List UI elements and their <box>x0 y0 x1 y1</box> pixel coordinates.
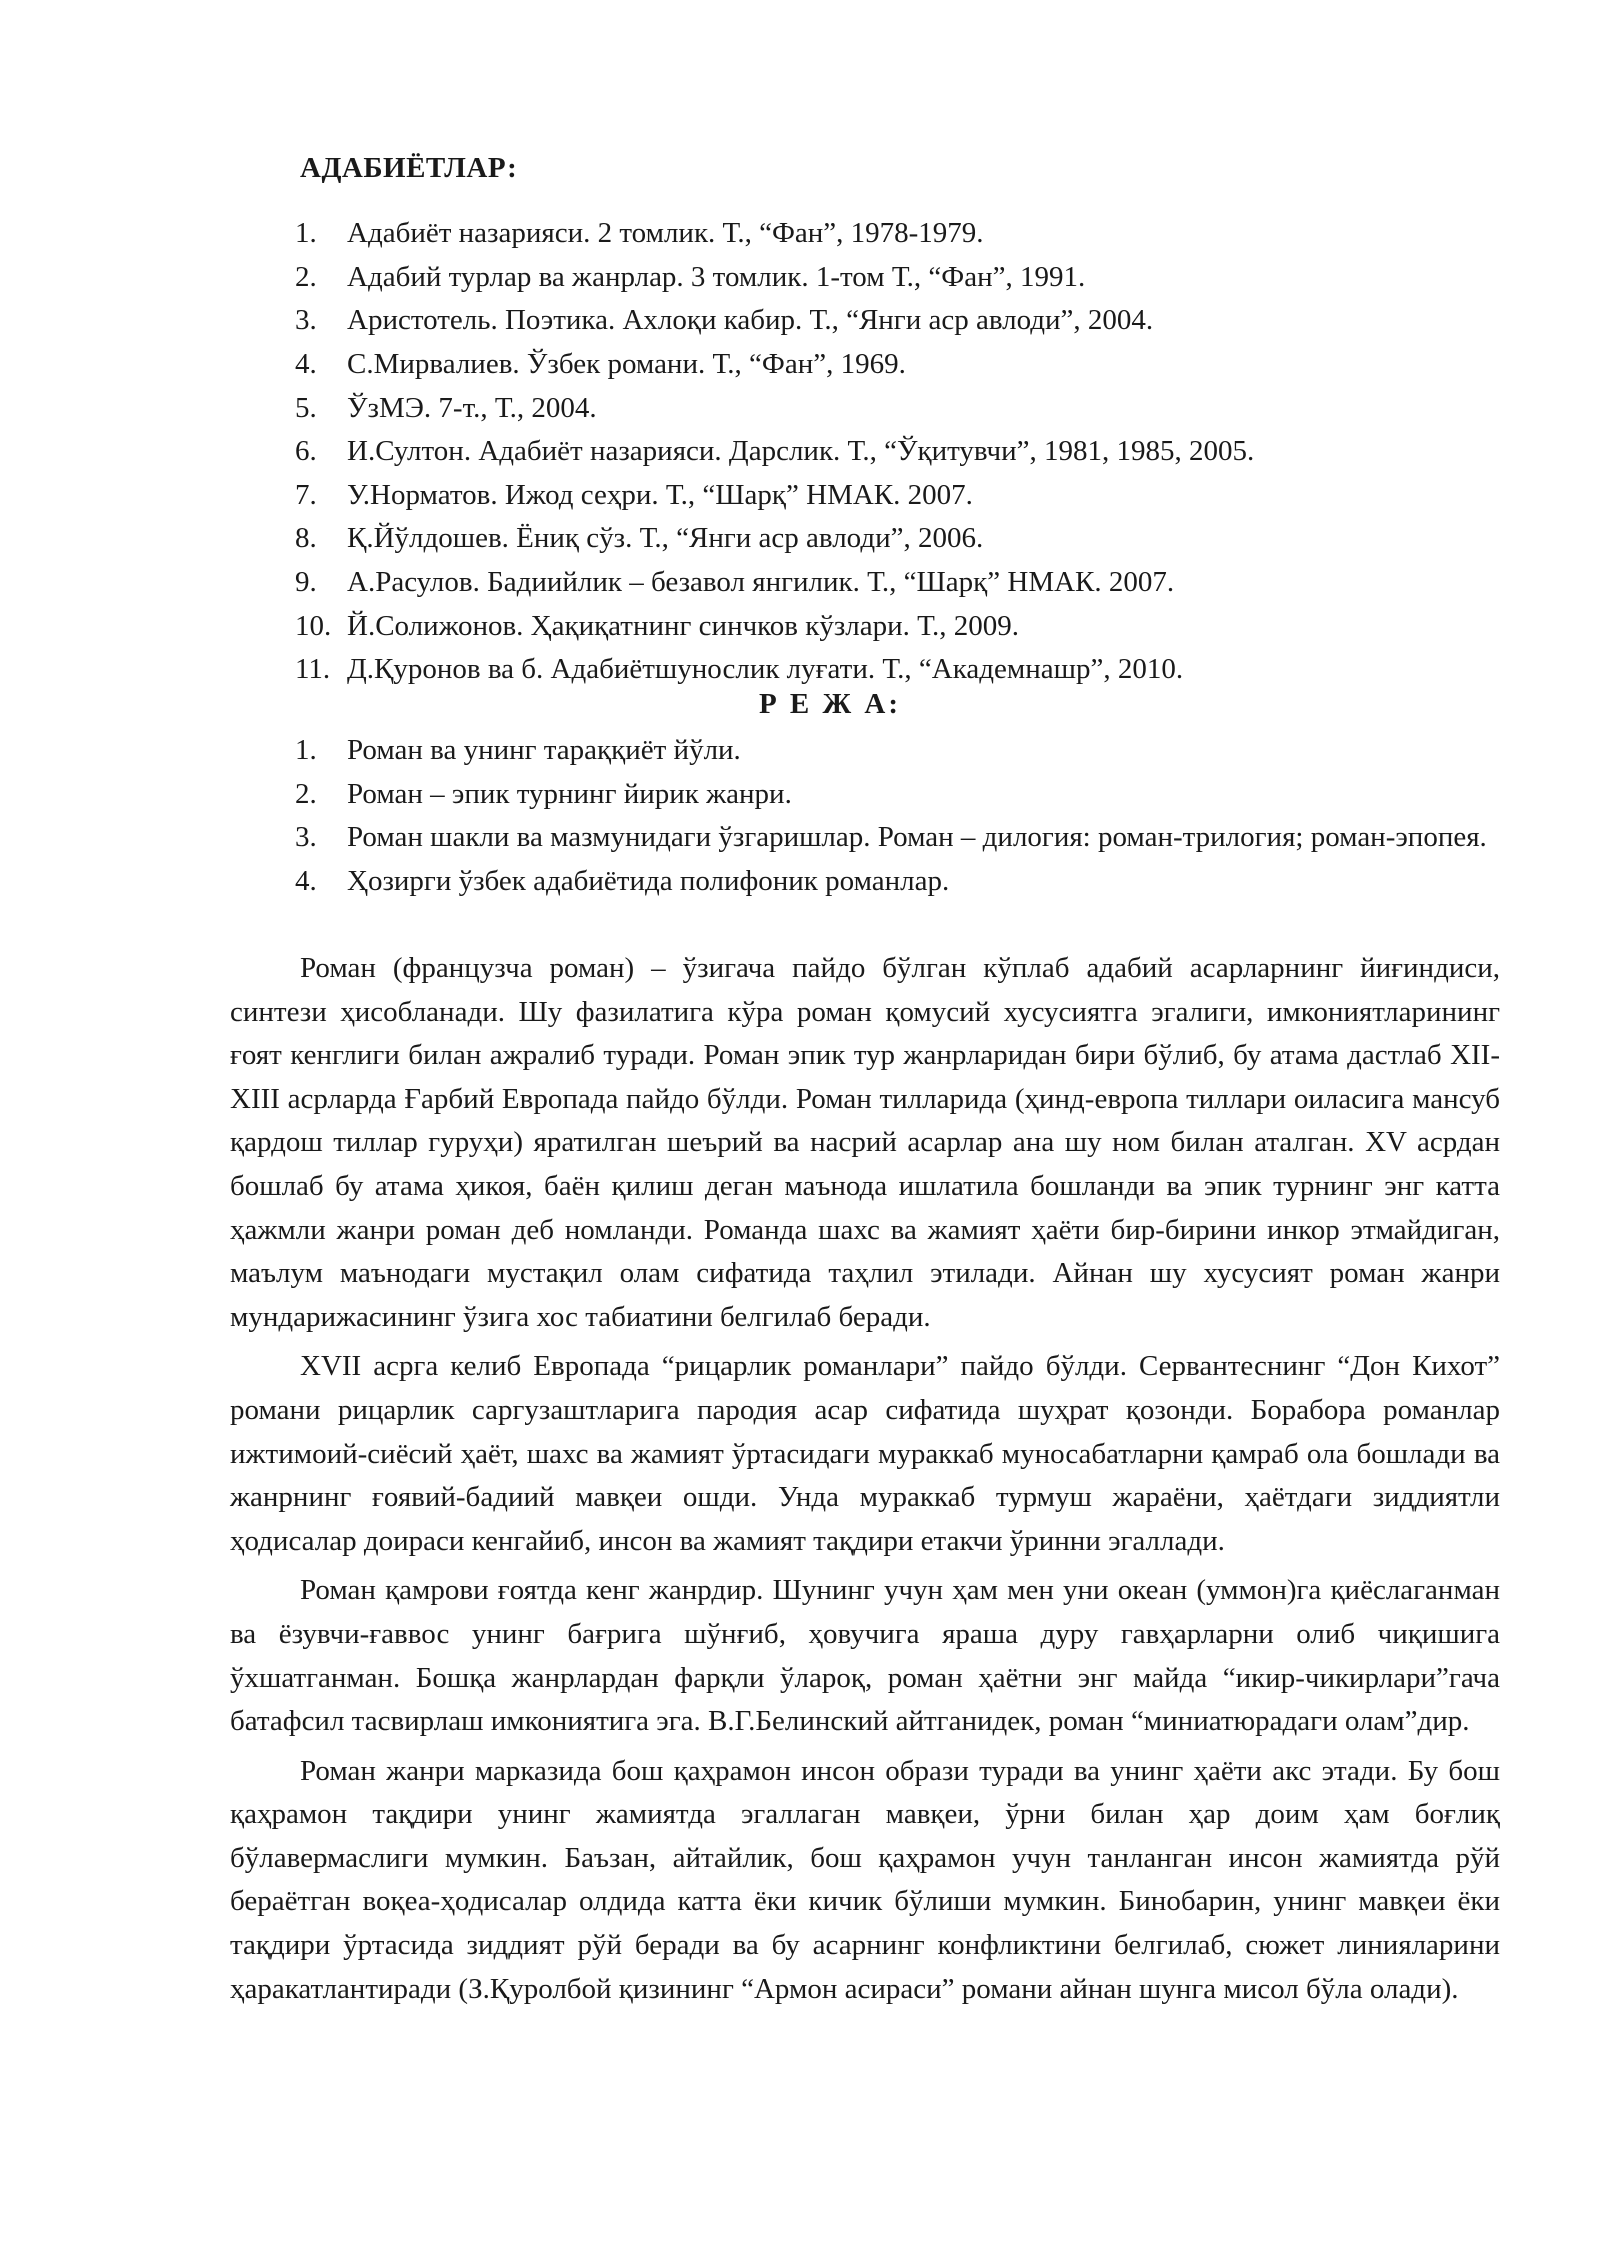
list-item-text: И.Султон. Адабиёт назарияси. Дарслик. Т., “Ўқитувчи”, 1981, 1985, 2005. <box>347 435 1255 468</box>
list-item <box>295 256 1505 300</box>
list-number: 4. <box>295 348 317 381</box>
list-item-text: Ҳозирги ўзбек адабиётида полифоник романлар. <box>347 864 950 897</box>
list-item <box>295 860 1500 904</box>
list-item-text: Роман шакли ва мазмунидаги ўзгаришлар. Роман – дилогия: роман-трилогия; роман-эпопея. <box>347 821 1487 854</box>
list-item <box>295 343 1505 387</box>
literature-list <box>295 212 1505 692</box>
list-item <box>295 212 1505 256</box>
list-number: 6. <box>295 435 317 468</box>
list-item-text: А.Расулов. Бадиийлик – безавол янгилик. Т., “Шарқ” НМАК. 2007. <box>347 566 1175 599</box>
paragraph: XVII асрга келиб Европада “рицарлик романлари” пайдо бўлди. Сервантеснинг “Дон Кихот” романи рицарлик саргузаштларига пародия асар сифатида шуҳрат қозонди. Борабора романлар ижтимоий-сиёсий ҳаёт, шахс ва жамият ўртасидаги мураккаб муносабатларни қамраб ола бошлади ва жанрнинг ғоявий-бадиий мавқеи ошди. Унда мураккаб турмуш жараёни, ҳаётдаги зиддиятли ҳодисалар доираси кенгайиб, инсон ва жамият тақдири етакчи ўринни эгаллади. <box>230 1350 1500 1557</box>
list-number: 3. <box>295 821 317 854</box>
list-number: 4. <box>295 864 317 897</box>
list-item <box>295 729 1500 773</box>
list-number: 9. <box>295 566 317 599</box>
list-item-text: Адабиёт назарияси. 2 томлик. Т., “Фан”, 1978-1979. <box>347 217 984 250</box>
list-item <box>295 561 1505 605</box>
paragraph: Роман (французча роман) – ўзигача пайдо бўлган кўплаб адабий асарларнинг йиғиндиси, синтези ҳисобланади. Шу фазилатига кўра роман қомусий хусусиятга эгалиги, имкониятларининг ғоят кенглиги билан ажралиб туради. Роман эпик тур жанрларидан бири бўлиб, бу атама дастлаб XII-XIII асрларда Ғарбий Европада пайдо бўлди. Роман тилларида (ҳинд-европа тиллари оиласига мансуб қардош тиллар гуруҳи) яратилган шеърий ва насрий асарлар ана шу ном билан аталган. XV асрдан бошлаб бу атама ҳикоя, баён қилиш деган маънода ишлатила бошланди ва эпик турнинг энг катта ҳажмли жанри роман деб номланди. Романда шахс ва жамият ҳаёти бир-бирини инкор этмайдиган, маълум маънодаги мустақил олам сифатида таҳлил этилади. Айнан шу хусусият роман жанри мундарижасининг ўзига хос табиатини белгилаб беради. <box>230 952 1500 1333</box>
paragraph: Роман қамрови ғоятда кенг жанрдир. Шунинг учун ҳам мен уни океан (уммон)га қиёслаганман ва ёзувчи-ғаввос унинг бағрига шўнғиб, ҳовучига яраша дуру гавҳарларни олиб чиқишига ўхшатганман. Бошқа жанрлардан фарқли ўлароқ, роман ҳаётни энг майда “икир-чикирлари”гача батафсил тасвирлаш имкониятига эга. В.Г.Белинский айтганидек, роман “миниатюрадаги олам”дир. <box>230 1574 1500 1738</box>
list-item-text: ЎзМЭ. 7-т., Т., 2004. <box>347 391 597 424</box>
list-item <box>295 386 1505 430</box>
list-number: 10. <box>295 609 332 642</box>
list-item <box>295 648 1505 692</box>
list-item <box>295 773 1500 817</box>
list-item <box>295 604 1505 648</box>
list-number: 1. <box>295 734 317 766</box>
list-item-text: Адабий турлар ва жанрлар. 3 томлик. 1-том Т., “Фан”, 1991. <box>347 260 1086 293</box>
list-item-text: Д.Қуронов ва б. Адабиётшунослик луғати. Т., “Академнашр”, 2010. <box>347 653 1184 686</box>
list-number: 2. <box>295 777 317 810</box>
list-item-text: С.Мирвалиев. Ўзбек романи. Т., “Фан”, 1969. <box>347 348 906 381</box>
list-number: 7. <box>295 478 317 511</box>
list-number: 11. <box>295 653 331 686</box>
list-item-text: У.Норматов. Ижод сеҳри. Т., “Шарқ” НМАК. 2007. <box>347 478 973 511</box>
list-item <box>295 517 1505 561</box>
list-number: 1. <box>295 217 317 250</box>
list-number: 2. <box>295 260 317 293</box>
list-item-text: Аристотель. Поэтика. Ахлоқи кабир. Т., “Янги аср авлоди”, 2004. <box>347 304 1154 337</box>
list-item <box>295 816 1500 860</box>
literature-heading: АДАБИЁТЛАР: <box>300 152 518 184</box>
list-item-text: Й.Солижонов. Ҳақиқатнинг синчков кўзлари. Т., 2009. <box>347 609 1019 642</box>
list-item-text: Роман – эпик турнинг йирик жанри. <box>347 777 792 810</box>
list-item <box>295 474 1505 518</box>
plan-heading: Р Е Ж А: <box>758 688 902 720</box>
list-number: 5. <box>295 391 317 424</box>
list-number: 3. <box>295 304 317 337</box>
plan-list <box>295 729 1500 903</box>
paragraph: Роман жанри марказида бош қаҳрамон инсон образи туради ва унинг ҳаёти акс этади. Бу бош қаҳрамон тақдири унинг жамиятда эгаллаган мавқеи, ўрни билан ҳар доим ҳам боғлиқ бўлавермаслиги мумкин. Баъзан, айтайлик, бош қаҳрамон учун танланган инсон жамиятда рўй бераётган воқеа-ҳодисалар олдида катта ёки кичик бўлиши мумкин. Бинобарин, унинг мавқеи ёки тақдири ўртасида зиддият рўй беради ва бу асарнинг конфликтини белгилаб, сюжет линияларини ҳаракатлантиради (З.Қуролбой қизининг “Армон асираси” романи айнан шунга мисол бўла олади). <box>230 1754 1500 2005</box>
list-item <box>295 299 1505 343</box>
list-item <box>295 430 1505 474</box>
list-item-text: Роман ва унинг тараққиёт йўли. <box>347 734 741 766</box>
body-text <box>230 947 1500 2011</box>
list-item-text: Қ.Йўлдошев. Ёниқ сўз. Т., “Янги аср авлоди”, 2006. <box>347 522 984 555</box>
list-number: 8. <box>295 522 317 555</box>
